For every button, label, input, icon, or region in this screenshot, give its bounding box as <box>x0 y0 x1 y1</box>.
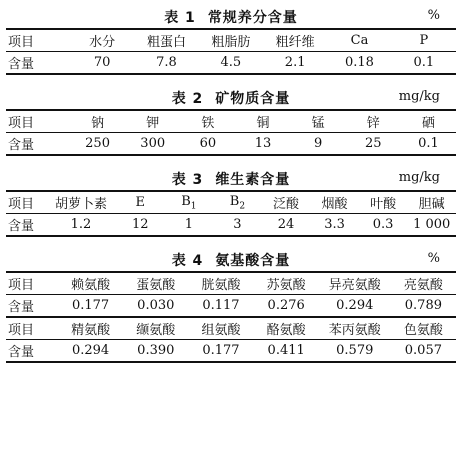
table-cell: 1 <box>165 214 214 237</box>
table2-caption <box>6 85 456 109</box>
table-header-cell: 缬氨酸 <box>123 317 188 340</box>
table-cell: 3.3 <box>310 214 359 237</box>
table4-number: 表 4 <box>171 253 204 269</box>
table-cell: 9 <box>291 133 346 156</box>
table-header-cell: P <box>392 29 456 52</box>
table-header-cell: 钾 <box>125 110 180 133</box>
table4-header-row-2 <box>6 317 456 340</box>
table1-conventional-nutrients <box>6 28 456 75</box>
table-header-cell: 精氨酸 <box>58 317 123 340</box>
table-cell: 70 <box>70 52 134 75</box>
table-cell: 0.411 <box>254 340 319 363</box>
table-header-cell: 铜 <box>235 110 290 133</box>
table-cell: 7.8 <box>134 52 198 75</box>
table-header-cell <box>213 191 262 214</box>
table-header-cell: 钠 <box>70 110 125 133</box>
table-header-cell: 粗蛋白 <box>134 29 198 52</box>
table3-value-row <box>6 214 456 237</box>
table4-value-row-2 <box>6 340 456 363</box>
table-cell: 4.5 <box>199 52 263 75</box>
table-cell: 3 <box>213 214 262 237</box>
table-cell: 0.294 <box>58 340 123 363</box>
table2-unit: mg/kg <box>398 89 440 104</box>
table2-title <box>6 88 456 108</box>
table-header-cell: 水分 <box>70 29 134 52</box>
table-header-cell: 烟酸 <box>310 191 359 214</box>
table-header-cell: 项目 <box>6 317 58 340</box>
table4-header-row-1 <box>6 272 456 295</box>
table-header-cell: 叶酸 <box>359 191 408 214</box>
table-cell: 250 <box>70 133 125 156</box>
table-cell: 0.117 <box>188 295 253 318</box>
table-row-label: 含量 <box>6 340 58 363</box>
table2-title-text: 矿物质含量 <box>215 91 291 107</box>
table2-value-row <box>6 133 456 156</box>
table-header-cell: 锌 <box>346 110 401 133</box>
table-cell: 0.3 <box>359 214 408 237</box>
table3-number: 表 3 <box>171 172 204 188</box>
table-header-cell <box>165 191 214 214</box>
table4-title-text: 氨基酸含量 <box>215 253 291 269</box>
table-cell: 0.579 <box>319 340 391 363</box>
table-cell: 0.789 <box>391 295 456 318</box>
table-header-cell: 酪氨酸 <box>254 317 319 340</box>
table-header-cell: 项目 <box>6 191 46 214</box>
table3-caption <box>6 166 456 190</box>
table-header-cell: 泛酸 <box>262 191 311 214</box>
vitamin-b1-label: B <box>181 193 191 209</box>
table-cell: 12 <box>116 214 165 237</box>
table3-vitamins <box>6 190 456 237</box>
table-row-label: 含量 <box>6 214 46 237</box>
table-header-cell: 蛋氨酸 <box>123 272 188 295</box>
table-row-label: 含量 <box>6 52 70 75</box>
table-header-cell: 胡萝卜素 <box>46 191 116 214</box>
vitamin-b2-subscript: 2 <box>239 201 246 212</box>
table-cell: 25 <box>346 133 401 156</box>
table3-title-text: 维生素含量 <box>215 172 291 188</box>
table3-unit: mg/kg <box>398 170 440 185</box>
table-header-cell: 苏氨酸 <box>254 272 319 295</box>
table-header-cell: 锰 <box>291 110 346 133</box>
table3-title <box>6 169 456 189</box>
table-cell: 0.030 <box>123 295 188 318</box>
table-cell: 13 <box>235 133 290 156</box>
table-cell: 0.1 <box>401 133 456 156</box>
table-header-cell: 粗纤维 <box>263 29 327 52</box>
table1-number: 表 1 <box>164 10 196 26</box>
table-cell: 1 000 <box>407 214 456 237</box>
table4-amino-acids <box>6 271 456 363</box>
table-cell: 24 <box>262 214 311 237</box>
table3-header-row <box>6 191 456 214</box>
table-cell: 2.1 <box>263 52 327 75</box>
table-header-cell: 硒 <box>401 110 456 133</box>
table-header-cell: 铁 <box>180 110 235 133</box>
table-cell: 0.294 <box>319 295 391 318</box>
table-header-cell: 赖氨酸 <box>58 272 123 295</box>
table1-value-row <box>6 52 456 75</box>
table-cell: 0.177 <box>58 295 123 318</box>
table-cell: 60 <box>180 133 235 156</box>
table1-caption <box>6 4 456 28</box>
spacer <box>6 156 456 166</box>
table-header-cell: Ca <box>327 29 391 52</box>
table-header-cell: 色氨酸 <box>391 317 456 340</box>
table1-header-row <box>6 29 456 52</box>
table-header-cell: 组氨酸 <box>188 317 253 340</box>
table-cell: 0.276 <box>254 295 319 318</box>
table-header-cell: 苯丙氨酸 <box>319 317 391 340</box>
table-cell: 0.177 <box>188 340 253 363</box>
table-cell: 0.1 <box>392 52 456 75</box>
table-header-cell: 异亮氨酸 <box>319 272 391 295</box>
table1-unit: % <box>427 8 440 23</box>
table4-title <box>6 250 456 270</box>
table2-number: 表 2 <box>171 91 204 107</box>
vitamin-b2-label: B <box>229 193 240 209</box>
table-header-cell: 亮氨酸 <box>391 272 456 295</box>
table-cell: 1.2 <box>46 214 116 237</box>
table2-header-row <box>6 110 456 133</box>
spacer <box>6 75 456 85</box>
table-cell: 0.057 <box>391 340 456 363</box>
nutrition-tables-page <box>6 4 456 363</box>
table4-value-row-1 <box>6 295 456 318</box>
table-header-cell: E <box>116 191 165 214</box>
table-header-cell: 项目 <box>6 110 70 133</box>
table-row-label: 含量 <box>6 295 58 318</box>
table1-title-text: 常规养分含量 <box>207 10 298 26</box>
spacer <box>6 237 456 247</box>
table-cell: 0.390 <box>123 340 188 363</box>
table-header-cell: 项目 <box>6 29 70 52</box>
table-header-cell: 胆碱 <box>407 191 456 214</box>
table-header-cell: 项目 <box>6 272 58 295</box>
table4-caption <box>6 247 456 271</box>
table-header-cell: 胱氨酸 <box>188 272 253 295</box>
table-cell: 0.18 <box>327 52 391 75</box>
table4-unit: % <box>427 251 440 266</box>
table-row-label: 含量 <box>6 133 70 156</box>
table-header-cell: 粗脂肪 <box>199 29 263 52</box>
vitamin-b1-subscript: 1 <box>190 201 197 212</box>
table-cell: 300 <box>125 133 180 156</box>
table2-minerals <box>6 109 456 156</box>
table1-title <box>6 7 456 27</box>
